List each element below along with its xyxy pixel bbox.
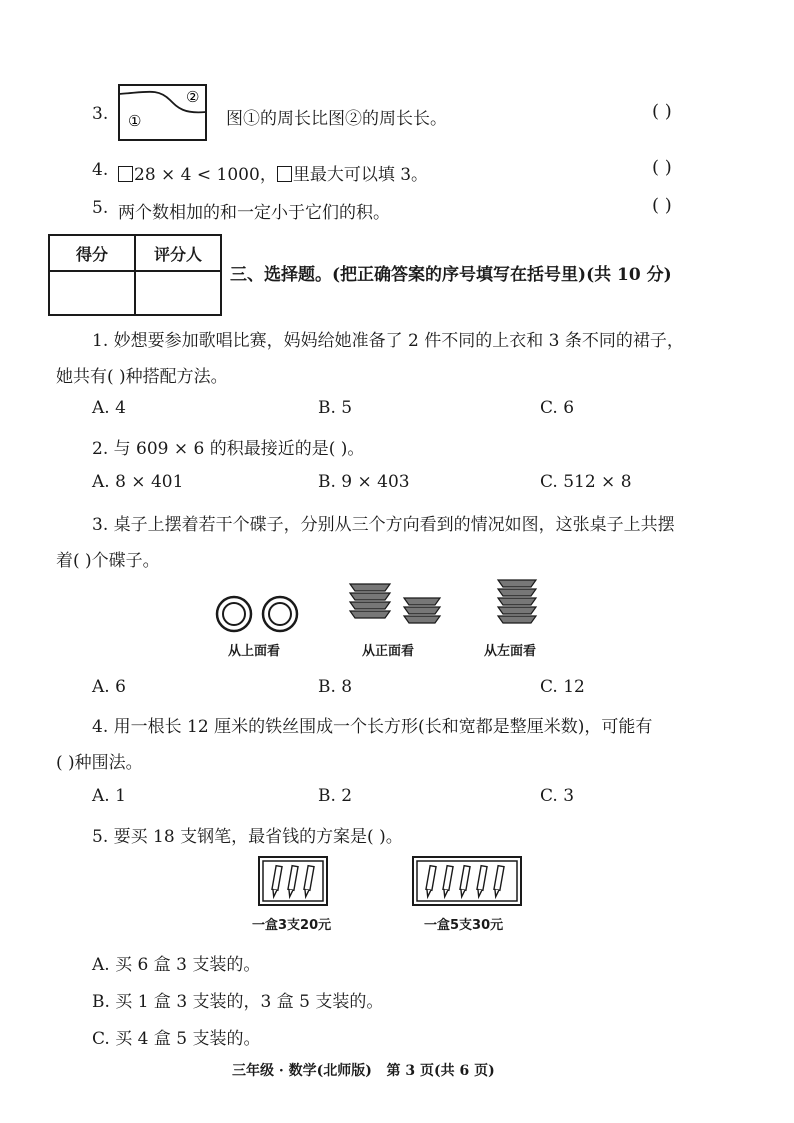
view-label-left: 从左面看 [484,644,537,659]
view-label-top: 从上面看 [228,644,281,659]
score-header: 得分 [49,235,135,271]
mc-q4-option-a[interactable]: A. 1 [92,786,126,806]
score-cell[interactable] [49,271,135,315]
pen-box-3-icon [258,856,328,906]
mc-q2-option-c[interactable]: C. 512 × 8 [540,472,632,492]
mc-q3-option-a[interactable]: A. 6 [92,677,126,697]
mc-q4-option-b[interactable]: B. 2 [318,786,353,806]
figure-label-2: ② [186,88,200,106]
pen-box-5-icon [412,856,522,906]
mc-q5-option-a[interactable]: A. 买 6 盒 3 支装的。 [92,955,261,975]
mc-q5-option-b[interactable]: B. 买 1 盒 3 支装的，3 盒 5 支装的。 [92,992,384,1012]
mc-q1-option-b[interactable]: B. 5 [318,398,353,418]
q3-text: 图①的周长比图②的周长长。 [226,109,447,129]
q5-number: 5. [92,198,109,218]
pen-box-5-label: 一盒5支30元 [424,918,504,933]
perimeter-figure [118,84,208,142]
grader-header: 评分人 [135,235,221,271]
mc-q2-line1: 2. 与 609 × 6 的积最接近的是( )。 [92,439,365,459]
plates-front-view-icon [348,582,444,630]
mc-q4-line1: 4. 用一根长 12 厘米的铁丝围成一个长方形(长和宽都是整厘米数)，可能有 [92,717,653,737]
blank-box-icon [118,166,133,182]
mc-q4-line2: ( )种围法。 [56,753,143,773]
score-table [48,234,222,316]
plates-left-view-icon [496,578,538,628]
q4-text-b: 里最大可以填 3。 [292,165,429,185]
q5-text: 两个数相加的和一定小于它们的积。 [118,203,390,223]
q4-text-a: 28 × 4 < 1000， [134,165,277,185]
mc-q2-option-a[interactable]: A. 8 × 401 [92,472,184,492]
mc-q5-option-c[interactable]: C. 买 4 盒 5 支装的。 [92,1029,261,1049]
answer-paren-q4[interactable]: ( ) [652,157,672,178]
mc-q5-line1: 5. 要买 18 支钢笔，最省钱的方案是( )。 [92,827,403,847]
pen-box-3-label: 一盒3支20元 [252,918,332,933]
mc-q3-option-b[interactable]: B. 8 [318,677,353,697]
view-label-front: 从正面看 [362,644,415,659]
mc-q4-option-c[interactable]: C. 3 [540,786,575,806]
q3-number: 3. [92,104,109,124]
mc-q1-line2: 她共有( )种搭配方法。 [56,367,228,387]
mc-q3-option-c[interactable]: C. 12 [540,677,585,697]
section-title: 三、选择题。(把正确答案的序号填写在括号里)(共 10 分) [230,265,672,285]
mc-q1-option-c[interactable]: C. 6 [540,398,575,418]
q4-text [118,160,428,185]
mc-q2-option-b[interactable]: B. 9 × 403 [318,472,410,492]
q4-number: 4. [92,160,109,180]
grader-cell[interactable] [135,271,221,315]
plates-top-view-icon [214,592,304,636]
mc-q1-option-a[interactable]: A. 4 [92,398,126,418]
answer-paren-q5[interactable]: ( ) [652,195,672,216]
answer-paren-q3[interactable]: ( ) [652,101,672,122]
mc-q3-line1: 3. 桌子上摆着若干个碟子，分别从三个方向看到的情况如图，这张桌子上共摆 [92,515,675,535]
figure-label-1: ① [128,112,142,130]
blank-box-icon [277,166,292,182]
mc-q1-line1: 1. 妙想要参加歌唱比赛，妈妈给她准备了 2 件不同的上衣和 3 条不同的裙子， [92,331,684,351]
mc-q3-line2: 着( )个碟子。 [56,551,160,571]
page-footer: 三年级 · 数学(北师版) 第 3 页(共 6 页) [232,1063,495,1079]
